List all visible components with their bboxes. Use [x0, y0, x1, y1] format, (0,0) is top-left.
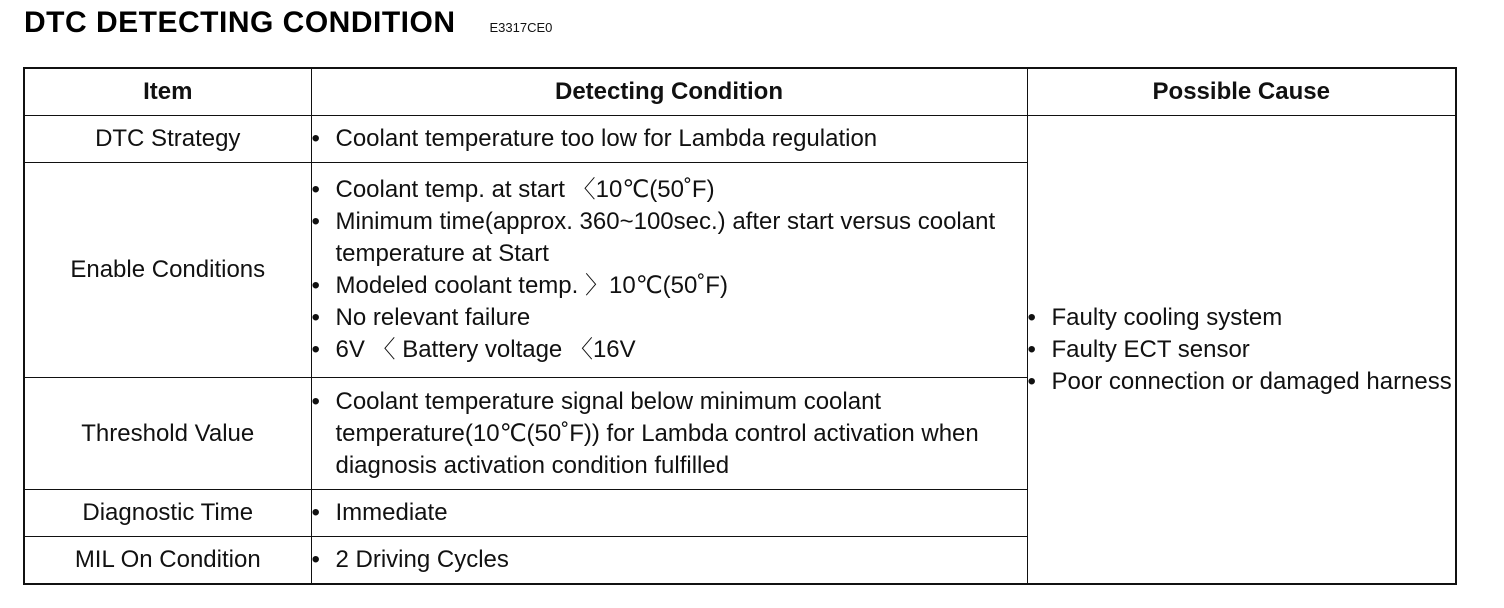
condition-list — [312, 123, 1027, 155]
item-enable-conditions: Enable Conditions — [24, 163, 311, 378]
dtc-condition-table — [23, 67, 1457, 585]
list-item: • Faulty ECT sensor — [1028, 334, 1456, 366]
header-item: Item — [24, 68, 311, 116]
list-item: • 6V 〈 Battery voltage 〈16V — [312, 334, 1027, 366]
list-item: • Coolant temperature signal below minimum coolant temperature(10℃(50˚F)) for Lambda control activation when diagnosis activation condition fulfilled — [312, 386, 1027, 482]
page-title: DTC DETECTING CONDITION — [24, 6, 456, 39]
condition-list — [312, 497, 1027, 529]
table-row — [24, 116, 1456, 163]
condition-list — [312, 386, 1027, 482]
header-detecting-condition: Detecting Condition — [311, 68, 1027, 116]
item-threshold-value: Threshold Value — [24, 378, 311, 490]
list-item: • 2 Driving Cycles — [312, 544, 1027, 576]
header-possible-cause: Possible Cause — [1027, 68, 1456, 116]
list-item: • Poor connection or damaged harness — [1028, 366, 1456, 398]
table-header-row — [24, 68, 1456, 116]
item-diagnostic-time: Diagnostic Time — [24, 490, 311, 537]
list-item: • Coolant temperature too low for Lambda regulation — [312, 123, 1027, 155]
document-code: E3317CE0 — [489, 20, 553, 35]
list-item: • Modeled coolant temp. 〉10℃(50˚F) — [312, 270, 1027, 302]
item-dtc-strategy: DTC Strategy — [24, 116, 311, 163]
cause-list — [1028, 302, 1456, 398]
possible-cause-cell — [1027, 116, 1456, 585]
list-item: • No relevant failure — [312, 302, 1027, 334]
condition-list — [312, 174, 1027, 366]
condition-cell — [311, 116, 1027, 163]
list-item: • Coolant temp. at start 〈10℃(50˚F) — [312, 174, 1027, 206]
condition-cell — [311, 163, 1027, 378]
condition-cell — [311, 537, 1027, 585]
item-mil-on-condition: MIL On Condition — [24, 537, 311, 585]
condition-cell — [311, 378, 1027, 490]
condition-cell — [311, 490, 1027, 537]
list-item: • Faulty cooling system — [1028, 302, 1456, 334]
list-item: • Minimum time(approx. 360~100sec.) after start versus coolant temperature at Start — [312, 206, 1027, 270]
condition-list — [312, 544, 1027, 576]
list-item: • Immediate — [312, 497, 1027, 529]
page-header — [24, 6, 552, 46]
